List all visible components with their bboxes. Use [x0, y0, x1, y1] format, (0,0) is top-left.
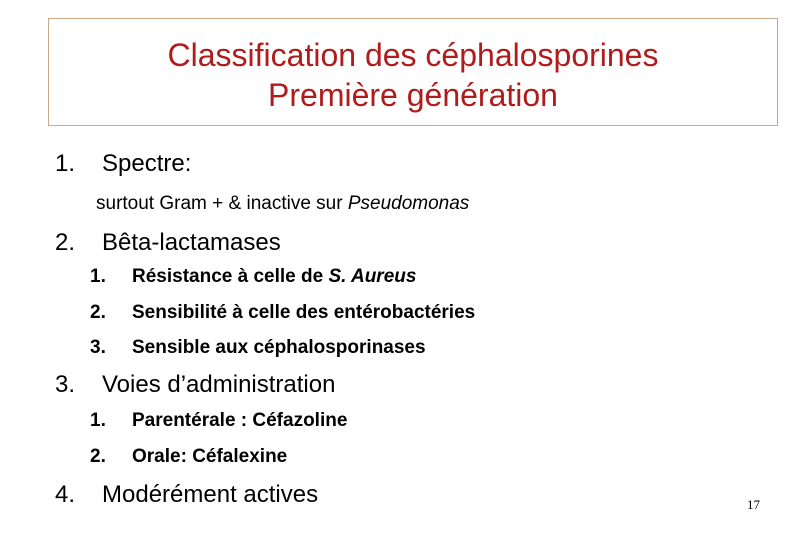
- item-1-detail-text: surtout Gram + & inactive sur: [96, 193, 348, 214]
- slide-title-line-1: Classification des céphalosporines: [167, 37, 659, 73]
- item-1-number: 1.: [55, 150, 76, 177]
- item-3-sub-1-text: Parentérale : Céfazoline: [132, 410, 348, 431]
- item-2-sub-1-italic: S. Aureus: [328, 266, 417, 287]
- item-2-sub-2-text: Sensibilité à celle des entérobactéries: [132, 302, 476, 323]
- item-3-sub-2-number: 2.: [90, 446, 106, 467]
- item-3-sub-1-number: 1.: [90, 410, 106, 431]
- item-2-sub-3-number: 3.: [90, 337, 106, 358]
- item-1-detail: [96, 193, 469, 215]
- item-3-number: 3.: [55, 371, 76, 398]
- item-2-label: Bêta-lactamases: [102, 229, 281, 256]
- item-2-sub-3-text: Sensible aux céphalosporinases: [132, 337, 426, 358]
- item-2-sub-1-number: 1.: [90, 266, 106, 287]
- item-2-sub-2-number: 2.: [90, 302, 106, 323]
- item-2-sub-1-text: Résistance à celle de: [132, 266, 329, 287]
- slide-title-line-2: Première génération: [268, 77, 558, 113]
- item-2-sub-1: [132, 266, 416, 288]
- item-4-label: Modérément actives: [102, 481, 319, 508]
- item-1-detail-italic: Pseudomonas: [347, 193, 470, 214]
- item-3-sub-2-text: Orale: Céfalexine: [132, 446, 288, 467]
- item-3-label: Voies d’administration: [102, 371, 336, 398]
- slide-title-box: [48, 18, 778, 126]
- item-1-label: Spectre:: [102, 150, 192, 177]
- item-4-number: 4.: [55, 481, 76, 508]
- item-2-number: 2.: [55, 229, 76, 256]
- page-number: 17: [747, 497, 760, 512]
